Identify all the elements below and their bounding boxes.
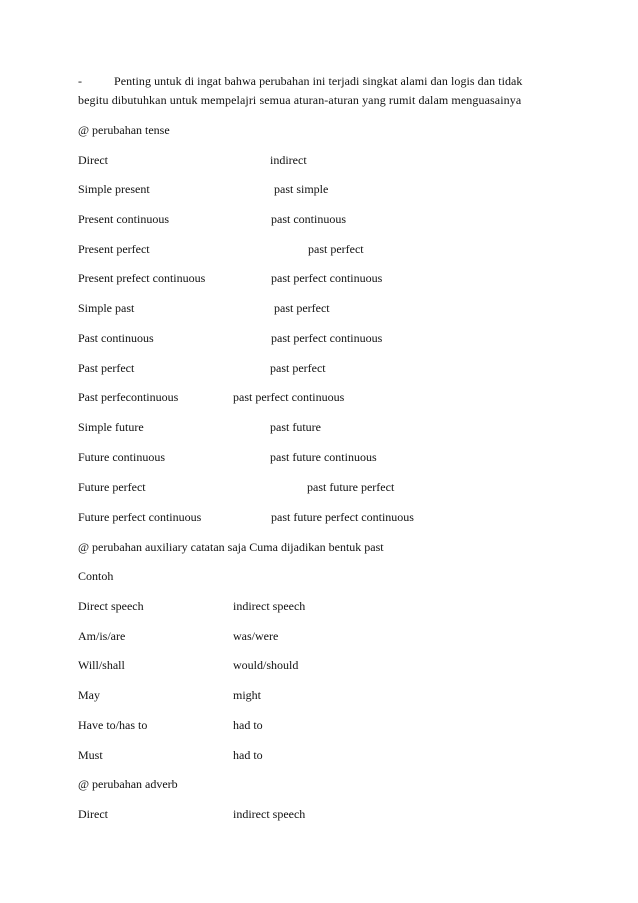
tense-row-right: past future continuous xyxy=(270,450,377,464)
auxiliary-row-right: might xyxy=(233,688,262,702)
intro-line-2: begitu dibutuhkan untuk mempelajri semua aturan-aturan yang rumit dalam menguasainya xyxy=(78,93,522,107)
tense-row-right: past perfect continuous xyxy=(271,331,383,345)
intro-dash: - xyxy=(78,74,82,88)
tense-row-left: Simple future xyxy=(78,420,144,434)
tense-row-right: past future xyxy=(270,420,321,434)
tense-row-left: Present perfect xyxy=(78,242,150,256)
tense-row-left: Simple present xyxy=(78,182,150,196)
tense-row-right: indirect xyxy=(270,153,307,167)
tense-row-left: Past continuous xyxy=(78,331,154,345)
tense-row-right: past simple xyxy=(274,182,329,196)
tense-row-right: past perfect continuous xyxy=(271,271,383,285)
tense-row-right: past future perfect continuous xyxy=(271,510,414,524)
auxiliary-row-left: Will/shall xyxy=(78,658,125,672)
auxiliary-row-left: May xyxy=(78,688,100,702)
tense-row-left: Past perfecontinuous xyxy=(78,390,179,404)
adverb-row-left: Direct xyxy=(78,807,108,821)
tense-row-left: Present continuous xyxy=(78,212,169,226)
auxiliary-row-right: had to xyxy=(233,718,263,732)
tense-row-right: past perfect xyxy=(270,361,326,375)
auxiliary-row-right: was/were xyxy=(233,629,279,643)
example-label: Contoh xyxy=(78,569,114,583)
tense-row-left: Past perfect xyxy=(78,361,135,375)
tense-row-right: past perfect xyxy=(308,242,364,256)
tense-row-left: Future perfect xyxy=(78,480,146,494)
tense-row-right: past perfect xyxy=(274,301,330,315)
auxiliary-row-left: Have to/has to xyxy=(78,718,148,732)
tense-row-right: past continuous xyxy=(271,212,346,226)
tense-row-left: Direct xyxy=(78,153,108,167)
intro-line-1: Penting untuk di ingat bahwa perubahan ini terjadi singkat alami dan logis dan tidak xyxy=(114,74,523,88)
tense-row-right: past perfect continuous xyxy=(233,390,345,404)
auxiliary-row-right: had to xyxy=(233,748,263,762)
tense-row-right: past future perfect xyxy=(307,480,395,494)
auxiliary-row-left: Am/is/are xyxy=(78,629,126,643)
tense-row-left: Simple past xyxy=(78,301,135,315)
auxiliary-row-left: Must xyxy=(78,748,103,762)
adverb-row-right: indirect speech xyxy=(233,807,306,821)
tense-row-left: Present prefect continuous xyxy=(78,271,206,285)
tense-heading: @ perubahan tense xyxy=(78,123,170,137)
auxiliary-row-right: would/should xyxy=(233,658,299,672)
tense-row-left: Future continuous xyxy=(78,450,165,464)
adverb-heading: @ perubahan adverb xyxy=(78,777,178,791)
tense-row-left: Future perfect continuous xyxy=(78,510,202,524)
auxiliary-heading: @ perubahan auxiliary catatan saja Cuma dijadikan bentuk past xyxy=(78,540,384,554)
auxiliary-row-right: indirect speech xyxy=(233,599,306,613)
auxiliary-row-left: Direct speech xyxy=(78,599,144,613)
